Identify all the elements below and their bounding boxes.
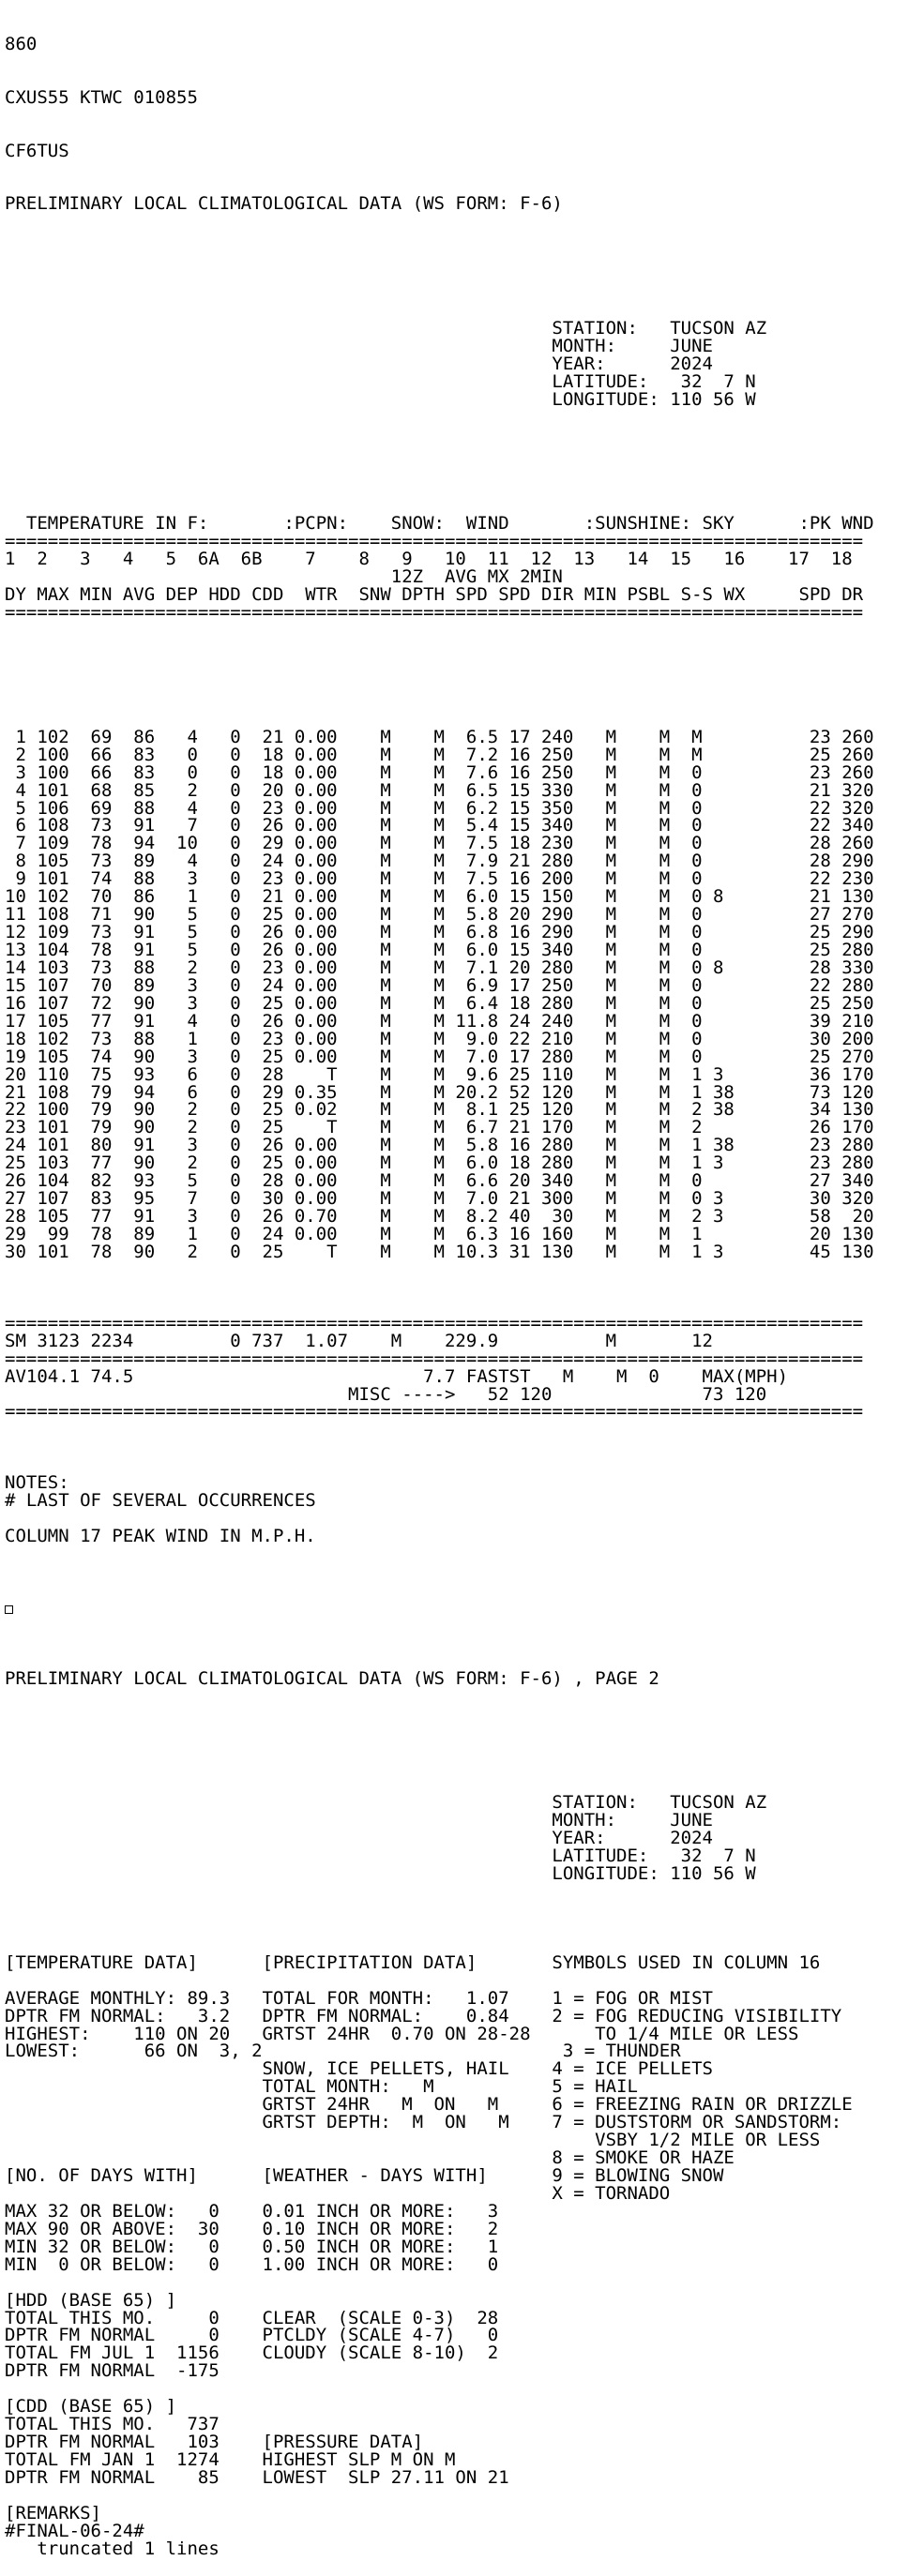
- page2-line: [REMARKS]: [5, 2502, 101, 2523]
- page2-line: TOTAL THIS MO. 0 CLEAR (SCALE 0-3) 28: [5, 2307, 499, 2328]
- table-header-line: DY MAX MIN AVG DEP HDD CDD WTR SNW DPTH SPD SPD DIR MIN PSBL S-S WX SPD DR: [5, 584, 864, 606]
- station-block: [5, 320, 905, 409]
- note-line: COLUMN 17 PEAK WIND IN M.P.H.: [5, 1526, 316, 1547]
- station-line: YEAR: 2024: [5, 1828, 713, 1849]
- station-line: MONTH: JUNE: [5, 1810, 713, 1831]
- table-row: 2 100 66 83 0 0 18 0.00 M M 7.2 16 250 M M M 25 260: [5, 744, 874, 765]
- page2-line: HIGHEST: 110 ON 20 GRTST 24HR 0.70 ON 28-28 TO 1/4 MILE OR LESS: [5, 2023, 799, 2044]
- table-row: 18 102 73 88 1 0 23 0.00 M M 9.0 22 210 M M 0 30 200: [5, 1028, 874, 1049]
- page2-line: DPTR FM NORMAL 85 LOWEST SLP 27.11 ON 21: [5, 2466, 509, 2488]
- page2-line: VSBY 1/2 MILE OR LESS: [5, 2130, 821, 2151]
- table-row: 5 106 69 88 4 0 23 0.00 M M 6.2 15 350 M M 0 22 320: [5, 797, 874, 819]
- table-row: 10 102 70 86 1 0 21 0.00 M M 6.0 15 150 M M 0 8 21 130: [5, 886, 874, 908]
- table-row: 22 100 79 90 2 0 25 0.02 M M 8.1 25 120 M M 2 38 34 130: [5, 1099, 874, 1121]
- table-row: 3 100 66 83 0 0 18 0.00 M M 7.6 16 250 M M 0 23 260: [5, 761, 874, 783]
- table-header-line: 12Z AVG MX 2MIN: [5, 566, 563, 588]
- table-row: 17 105 77 91 4 0 26 0.00 M M 11.8 24 240 M M 0 39 210: [5, 1010, 874, 1032]
- table-header-line: TEMPERATURE IN F: :PCPN: SNOW: WIND :SUNSHINE: SKY :PK WND: [5, 513, 874, 535]
- table-row: 29 99 78 89 1 0 24 0.00 M M 6.3 16 160 M M 1 20 130: [5, 1224, 874, 1245]
- station-line: YEAR: 2024: [5, 353, 713, 374]
- page2-line: [5, 2380, 905, 2398]
- summary-line: AV104.1 74.5 7.7 FASTST M M 0 MAX(MPH): [5, 1365, 789, 1387]
- table-row: 8 105 73 89 4 0 24 0.00 M M 7.9 21 280 M M 0 28 290: [5, 851, 874, 872]
- page-break-box-icon: [5, 1605, 13, 1614]
- summary-line: ================================================================================: [5, 1312, 864, 1333]
- page2-line: GRTST 24HR M ON M 6 = FREEZING RAIN OR DRIZZLE: [5, 2094, 853, 2116]
- table-row: 12 109 73 91 5 0 26 0.00 M M 6.8 16 290 M M 0 25 290: [5, 922, 874, 943]
- table-row: 14 103 73 88 2 0 23 0.00 M M 7.1 20 280 M M 0 8 28 330: [5, 957, 874, 978]
- table-row: 19 105 74 90 3 0 25 0.00 M M 7.0 17 280 M M 0 25 270: [5, 1046, 874, 1067]
- page2-line: MIN 32 OR BELOW: 0 0.50 INCH OR MORE: 1: [5, 2236, 499, 2257]
- station-line: LONGITUDE: 110 56 W: [5, 388, 756, 410]
- table-row: 15 107 70 89 3 0 24 0.00 M M 6.9 17 250 M M 0 22 280: [5, 974, 874, 996]
- page2-line: AVERAGE MONTHLY: 89.3 TOTAL FOR MONTH: 1.07 1 = FOG OR MIST: [5, 1987, 713, 2009]
- page-break-marker: [5, 1599, 905, 1617]
- page2-line: [5, 2274, 905, 2292]
- table-row: 27 107 83 95 7 0 30 0.00 M M 7.0 21 300 M M 0 3 30 320: [5, 1188, 874, 1210]
- table-row: 1 102 69 86 4 0 21 0.00 M M 6.5 17 240 M M M 23 260: [5, 726, 874, 747]
- page2-line: MAX 90 OR ABOVE: 30 0.10 INCH OR MORE: 2: [5, 2218, 499, 2239]
- page2-line: [HDD (BASE 65) ]: [5, 2289, 177, 2311]
- table-row: 21 108 79 94 6 0 29 0.35 M M 20.2 52 120 M M 1 38 73 120: [5, 1081, 874, 1103]
- station-line: MONTH: JUNE: [5, 336, 713, 357]
- table-header: [5, 515, 905, 622]
- wmo-header: CXUS55 KTWC 010855: [5, 86, 198, 108]
- page2-line: TOTAL FM JUL 1 1156 CLOUDY (SCALE 8-10) 2: [5, 2343, 499, 2364]
- page2-title: PRELIMINARY LOCAL CLIMATOLOGICAL DATA (WS FORM: F-6) , PAGE 2: [5, 1667, 659, 1689]
- page2-line: TOTAL THIS MO. 737: [5, 2414, 220, 2435]
- table-row: 23 101 79 90 2 0 25 T M M 6.7 21 170 M M 2 26 170: [5, 1117, 874, 1138]
- summary-line: ================================================================================: [5, 1348, 864, 1369]
- summary-line: SM 3123 2234 0 737 1.07 M 229.9 M 12: [5, 1330, 713, 1351]
- page2-station-block: [5, 1794, 905, 1883]
- page2-line: DPTR FM NORMAL -175: [5, 2360, 220, 2382]
- page2-line: MAX 32 OR BELOW: 0 0.01 INCH OR MORE: 3: [5, 2200, 499, 2222]
- table-row: 6 108 73 91 7 0 26 0.00 M M 5.4 15 340 M M 0 22 340: [5, 815, 874, 836]
- page2-line: truncated 1 lines: [5, 2538, 220, 2559]
- table-row: 9 101 74 88 3 0 23 0.00 M M 7.5 16 200 M M 0 22 230: [5, 868, 874, 890]
- station-line: LONGITUDE: 110 56 W: [5, 1863, 756, 1885]
- awips-id: CF6TUS: [5, 140, 69, 161]
- table-row: 7 109 78 94 10 0 29 0.00 M M 7.5 18 230 M M 0 28 260: [5, 833, 874, 854]
- station-line: STATION: TUCSON AZ: [5, 1792, 767, 1814]
- page2-line: DPTR FM NORMAL: 3.2 DPTR FM NORMAL: 0.84 2 = FOG REDUCING VISIBILITY: [5, 2005, 842, 2026]
- summary-block: [5, 1312, 905, 1423]
- page2-line: LOWEST: 66 ON 3, 2 3 = THUNDER: [5, 2041, 681, 2062]
- page2-line: [NO. OF DAYS WITH] [WEATHER - DAYS WITH] 9 = BLOWING SNOW: [5, 2165, 724, 2187]
- station-line: LATITUDE: 32 7 N: [5, 370, 756, 392]
- report-title: PRELIMINARY LOCAL CLIMATOLOGICAL DATA (WS FORM: F-6): [5, 193, 563, 215]
- table-row: 25 103 77 90 2 0 25 0.00 M M 6.0 18 280 M M 1 3 23 280: [5, 1152, 874, 1174]
- daily-table: [5, 726, 905, 1262]
- page2-line: [TEMPERATURE DATA] [PRECIPITATION DATA] SYMBOLS USED IN COLUMN 16: [5, 1951, 821, 1973]
- page2-line: #FINAL-06-24#: [5, 2520, 144, 2541]
- page2-line: GRTST DEPTH: M ON M 7 = DUSTSTORM OR SANDSTORM:: [5, 2112, 842, 2133]
- table-row: 24 101 80 91 3 0 26 0.00 M M 5.8 16 280 M M 1 38 23 280: [5, 1135, 874, 1156]
- table-row: 4 101 68 85 2 0 20 0.00 M M 6.5 15 330 M M 0 21 320: [5, 779, 874, 801]
- page2-line: [5, 1972, 905, 1990]
- station-line: STATION: TUCSON AZ: [5, 318, 767, 339]
- page2-body: [5, 1936, 905, 2558]
- table-header-line: ================================================================================: [5, 602, 864, 624]
- page2-line: TOTAL FM JAN 1 1274 HIGHEST SLP M ON M: [5, 2449, 456, 2471]
- table-row: 30 101 78 90 2 0 25 T M M 10.3 31 130 M M 1 3 45 130: [5, 1241, 874, 1262]
- summary-line: ================================================================================: [5, 1401, 864, 1423]
- table-row: 13 104 78 91 5 0 26 0.00 M M 6.0 15 340 M M 0 25 280: [5, 940, 874, 961]
- table-row: 11 108 71 90 5 0 25 0.00 M M 5.8 20 290 M M 0 27 270: [5, 904, 874, 926]
- climate-report: [5, 0, 905, 2576]
- table-row: 28 105 77 91 3 0 26 0.70 M M 8.2 40 30 M M 2 3 58 20: [5, 1206, 874, 1228]
- table-header-line: 1 2 3 4 5 6A 6B 7 8 9 10 11 12 13 14 15 16 17 18: [5, 549, 853, 570]
- page2-line: [5, 2487, 905, 2505]
- page2-line: SNOW, ICE PELLETS, HAIL 4 = ICE PELLETS: [5, 2058, 713, 2080]
- page2-line: DPTR FM NORMAL 103 [PRESSURE DATA]: [5, 2432, 424, 2453]
- table-row: 20 110 75 93 6 0 28 T M M 9.6 25 110 M M 1 3 36 170: [5, 1063, 874, 1085]
- page2-line: [5, 1936, 905, 1954]
- notes-block: [5, 1474, 905, 1545]
- product-id: 860: [5, 33, 38, 54]
- summary-line: MISC ----> 52 120 73 120: [5, 1383, 767, 1405]
- page2-line: TOTAL MONTH: M 5 = HAIL: [5, 2076, 638, 2098]
- page2-line: X = TORNADO: [5, 2182, 671, 2204]
- table-header-line: ================================================================================: [5, 531, 864, 552]
- table-row: 26 104 82 93 5 0 28 0.00 M M 6.6 20 340 M M 0 27 340: [5, 1170, 874, 1192]
- page2-line: DPTR FM NORMAL 0 PTCLDY (SCALE 4-7) 0: [5, 2325, 499, 2346]
- note-line: # LAST OF SEVERAL OCCURRENCES: [5, 1490, 316, 1512]
- page2-line: 8 = SMOKE OR HAZE: [5, 2147, 735, 2169]
- note-line: NOTES:: [5, 1472, 69, 1494]
- table-row: 16 107 72 90 3 0 25 0.00 M M 6.4 18 280 M M 0 25 250: [5, 992, 874, 1014]
- page2-line: MIN 0 OR BELOW: 0 1.00 INCH OR MORE: 0: [5, 2253, 499, 2275]
- page2-line: [CDD (BASE 65) ]: [5, 2396, 177, 2418]
- station-line: LATITUDE: 32 7 N: [5, 1845, 756, 1867]
